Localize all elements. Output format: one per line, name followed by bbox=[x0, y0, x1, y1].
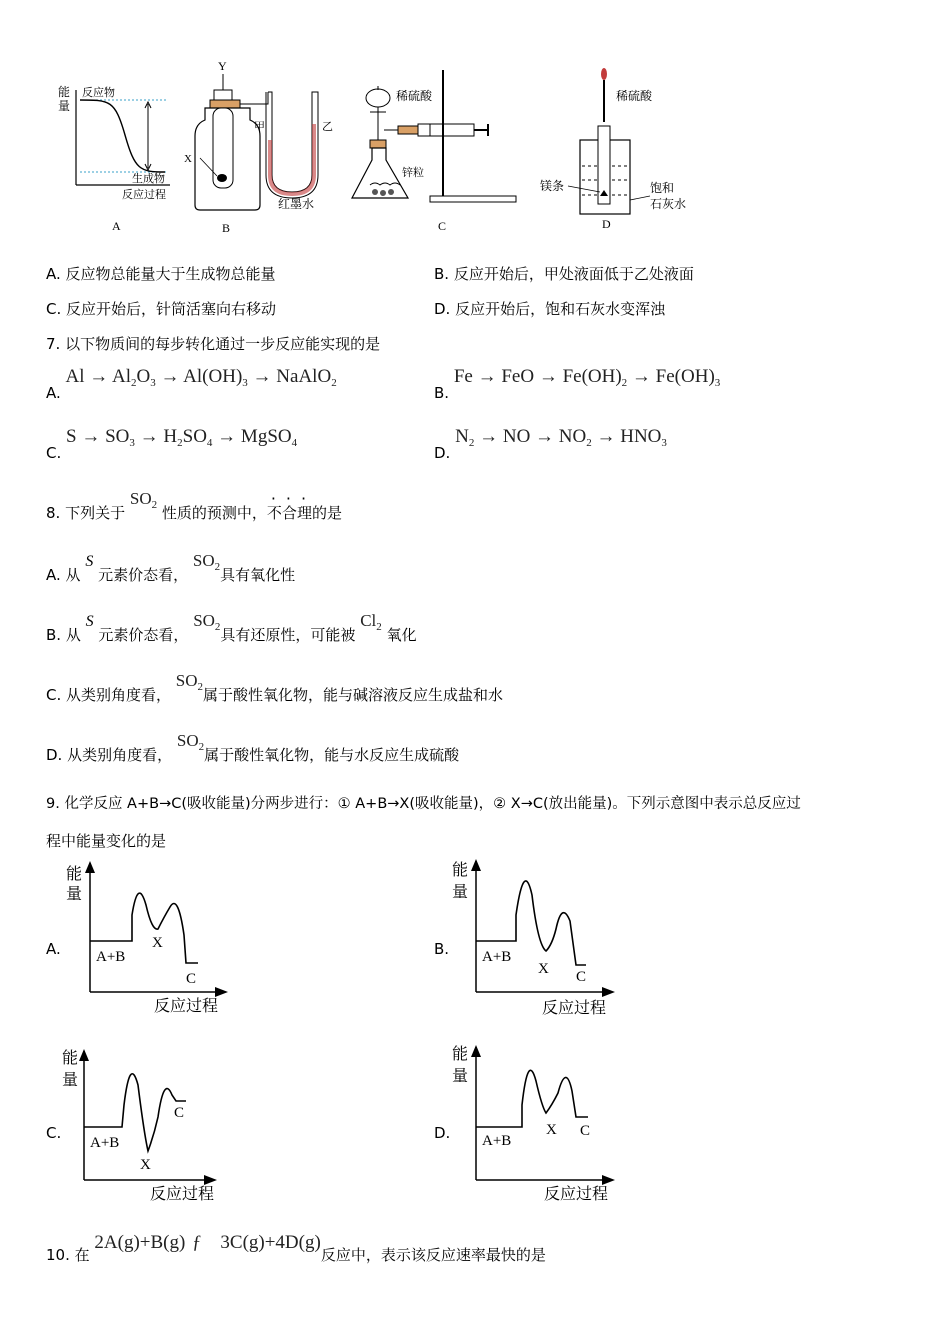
q8-stem-mid: 性质的预测中， bbox=[161, 504, 267, 522]
q9-graph-a-c: C bbox=[186, 971, 197, 987]
q7-option-c-label: C. bbox=[46, 444, 62, 462]
q9-graph-b-c: C bbox=[576, 969, 587, 985]
q7-option-b-label: B. bbox=[434, 384, 450, 402]
q9-graph-d-process: 反应过程 bbox=[544, 1184, 609, 1203]
q8-stem bbox=[46, 488, 342, 522]
q8-c-so2: $SO_2$ bbox=[175, 671, 204, 693]
q7-option-d[interactable] bbox=[434, 426, 667, 462]
q8-b-post1: 具有还原性，可能被 bbox=[220, 626, 356, 644]
diagram-a-products-label: 生成物 bbox=[132, 172, 165, 185]
diagram-d-lime-label-2: 石灰水 bbox=[650, 197, 687, 211]
q6-option-c[interactable]: C. 反应开始后，针筒活塞向右移动 bbox=[46, 300, 277, 318]
q6-option-b[interactable]: B. 反应开始后，甲处液面低于乙处液面 bbox=[434, 265, 694, 283]
diagram-d-acid-label: 稀硫酸 bbox=[616, 89, 653, 103]
q7-option-a-formula: $Al \to Al_2O_3 \to Al(OH)_3$ → NaAlO$_2$ bbox=[65, 366, 337, 389]
q8-d-post: 属于酸性氧化物，能与水反应生成硫酸 bbox=[204, 746, 460, 764]
diagram-b-y-label: Y bbox=[218, 59, 227, 73]
q9-graph-c[interactable] bbox=[62, 1048, 217, 1203]
q9-option-a-label[interactable]: A. bbox=[46, 940, 61, 958]
q8-c-post: 属于酸性氧化物，能与碱溶液反应生成盐和水 bbox=[203, 686, 504, 704]
q8-b-s: S bbox=[85, 613, 94, 630]
q9-stem-line2: 程中能量变化的是 bbox=[46, 832, 167, 850]
diagram-a-reactants-label: 反应物 bbox=[82, 86, 115, 99]
q9-graph-a-ab: A+B bbox=[96, 949, 126, 965]
q9-graph-b-ab: A+B bbox=[482, 949, 512, 965]
q9-option-c-label[interactable]: C. bbox=[46, 1124, 62, 1142]
diagram-c-apparatus bbox=[352, 70, 516, 233]
q8-b-mid: 元素价态看， bbox=[98, 626, 189, 644]
q8-c-pre: C. 从类别角度看， bbox=[46, 686, 172, 704]
q9-stem-line1: 9. 化学反应 A+B→C(吸收能量)分两步进行：① A+B→X(吸收能量)，② X→C(放出能量)。下列示意图中表示总反应过 bbox=[46, 796, 801, 812]
diagram-c-caption: C bbox=[438, 219, 447, 233]
q9-graph-b[interactable] bbox=[452, 859, 615, 1017]
q8-emph-2: 合 bbox=[281, 504, 297, 522]
q9-graph-c-axis-label-2: 量 bbox=[62, 1070, 79, 1089]
q7-option-c[interactable] bbox=[46, 426, 298, 462]
q8-a-post: 具有氧化性 bbox=[220, 566, 296, 584]
q9-graph-b-axis-label-1: 能 bbox=[452, 860, 469, 879]
diagram-b-caption: B bbox=[222, 221, 231, 235]
q8-emph-1: 不 bbox=[266, 504, 282, 522]
diagram-a-energy-profile bbox=[58, 84, 170, 233]
q6-option-a[interactable]: A. 反应物总能量大于生成物总能量 bbox=[46, 265, 276, 283]
q9-graph-b-x: X bbox=[538, 961, 549, 977]
q7-option-b-formula: Fe → FeO → $Fe(OH)_2 \to Fe(OH)_3$ bbox=[453, 366, 721, 389]
q7-option-d-label: D. bbox=[434, 444, 451, 462]
q9-graph-a-axis-label-2: 量 bbox=[66, 884, 83, 903]
q9-graph-a-process: 反应过程 bbox=[154, 996, 219, 1015]
diagram-c-zinc-label: 锌粒 bbox=[402, 166, 424, 179]
q9-energy-graphs bbox=[0, 855, 950, 1215]
q9-graph-c-x: X bbox=[140, 1157, 151, 1173]
q10-stem bbox=[46, 1232, 546, 1264]
q8-a-mid: 元素价态看， bbox=[98, 566, 189, 584]
q9-graph-a-x: X bbox=[152, 935, 163, 951]
q8-a-pre: A. 从 bbox=[46, 566, 81, 584]
q9-option-b-label[interactable]: B. bbox=[434, 940, 450, 958]
diagram-b-yi-label: 乙 bbox=[322, 120, 333, 133]
q7-option-b[interactable] bbox=[434, 366, 721, 402]
q7-option-c-formula: $S \to SO_3 \to H_2SO_4$ → MgSO$_4$ bbox=[66, 426, 298, 449]
diagram-c-acid-label: 稀硫酸 bbox=[396, 89, 433, 103]
q10-pre: 10. 在 bbox=[46, 1246, 90, 1264]
q10-equation-arrow: ƒ bbox=[192, 1232, 202, 1253]
q8-stem-post: 的是 bbox=[311, 504, 342, 522]
diagram-b-jia-label: 甲 bbox=[254, 120, 265, 133]
q8-a-so2: $SO_2$ bbox=[192, 551, 221, 573]
q10-post: 反应中，表示该反应速率最快的是 bbox=[320, 1246, 546, 1264]
diagram-d-mg-label: 镁条 bbox=[540, 179, 565, 193]
q8-emph-3: 理 bbox=[296, 504, 312, 522]
q8-stem-pre: 8. 下列关于 bbox=[46, 504, 126, 522]
q8-option-c[interactable] bbox=[46, 670, 504, 704]
diagram-b-apparatus bbox=[184, 59, 333, 235]
diagram-a-energy-label-1: 能 bbox=[58, 85, 71, 99]
q10-equation-right: 3C(g)+4D(g) bbox=[220, 1232, 321, 1253]
q7-stem: 7. 以下物质间的每步转化通过一步反应能实现的是 bbox=[46, 335, 381, 353]
diagram-a-process-label: 反应过程 bbox=[122, 188, 166, 201]
q9-graph-d-axis-label-1: 能 bbox=[452, 1044, 469, 1063]
q8-option-d[interactable] bbox=[46, 730, 460, 764]
diagram-d-lime-label-1: 饱和 bbox=[650, 181, 675, 195]
q7-option-a-label: A. bbox=[46, 384, 61, 402]
q8-b-pre: B. 从 bbox=[46, 626, 81, 644]
diagram-d-apparatus bbox=[540, 68, 686, 231]
q9-graph-c-axis-label-1: 能 bbox=[62, 1048, 79, 1067]
q8-option-b[interactable] bbox=[46, 610, 417, 644]
q9-graph-b-axis-label-2: 量 bbox=[452, 882, 469, 901]
q8-a-s: S bbox=[85, 553, 94, 570]
figure-q6-apparatus bbox=[0, 0, 950, 245]
q9-graph-a-axis-label-1: 能 bbox=[66, 864, 83, 883]
q8-b-cl2: $Cl_2$ bbox=[360, 611, 382, 633]
q8-so2: $SO_2$ bbox=[129, 489, 158, 511]
q9-graph-b-process: 反应过程 bbox=[542, 998, 607, 1017]
diagram-a-caption: A bbox=[112, 219, 121, 233]
diagram-b-ink-label: 红墨水 bbox=[278, 197, 315, 211]
q8-d-pre: D. 从类别角度看， bbox=[46, 746, 173, 764]
q9-graph-d[interactable] bbox=[452, 1044, 615, 1203]
q8-d-so2: $SO_2$ bbox=[176, 731, 205, 753]
q9-graph-c-ab: A+B bbox=[90, 1135, 120, 1151]
diagram-d-caption: D bbox=[602, 217, 611, 231]
q9-graph-d-ab: A+B bbox=[482, 1133, 512, 1149]
q9-graph-d-c: C bbox=[580, 1123, 591, 1139]
q7-option-d-formula: $N_2$ → NO → $NO_2 \to HNO_3$ bbox=[455, 426, 667, 449]
diagram-a-energy-label-2: 量 bbox=[58, 99, 71, 113]
q10-equation-left: 2A(g)+B(g) bbox=[94, 1232, 186, 1253]
q7-option-a[interactable] bbox=[46, 366, 337, 402]
q9-graph-c-c: C bbox=[174, 1105, 185, 1121]
q9-graph-d-axis-label-2: 量 bbox=[452, 1066, 469, 1085]
q8-option-a[interactable] bbox=[46, 550, 296, 584]
q9-graph-a[interactable] bbox=[66, 861, 228, 1015]
q9-graph-d-x: X bbox=[546, 1122, 557, 1138]
q6-option-d[interactable]: D. 反应开始后，饱和石灰水变浑浊 bbox=[434, 300, 666, 318]
diagram-b-x-label: X bbox=[184, 153, 192, 165]
q8-b-post2: 氧化 bbox=[386, 626, 417, 644]
q9-option-d-label[interactable]: D. bbox=[434, 1124, 451, 1142]
q8-b-so2: $SO_2$ bbox=[193, 611, 221, 633]
q9-graph-c-process: 反应过程 bbox=[150, 1184, 215, 1203]
